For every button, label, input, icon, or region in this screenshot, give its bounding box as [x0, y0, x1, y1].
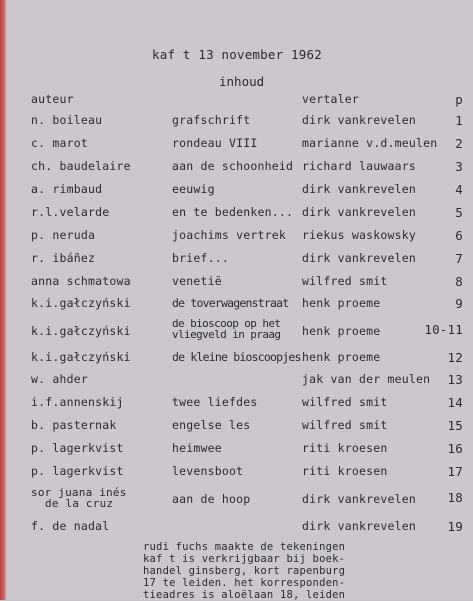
- row-author: b. pasternak: [31, 418, 117, 432]
- colophon-line: kaf t is verkrijgbaar bij boek-: [143, 553, 346, 565]
- row-page: 1: [455, 113, 463, 128]
- contents-row: [7, 441, 473, 461]
- row-title: heimwee: [172, 441, 222, 455]
- row-page: 3: [455, 159, 463, 174]
- row-page: 2: [455, 136, 463, 151]
- row-translator: dirk vankrevelen: [302, 492, 416, 506]
- row-title: de kleine bioscoopjes: [172, 350, 301, 364]
- row-author: a. rimbaud: [31, 182, 103, 196]
- row-author: r.l.velarde: [31, 205, 110, 219]
- row-translator: wilfred smit: [302, 274, 388, 288]
- row-translator: henk proeme: [302, 324, 381, 338]
- row-page: 12: [447, 350, 463, 365]
- contents-row: [7, 205, 473, 225]
- row-translator: dirk vankrevelen: [302, 251, 416, 265]
- document-page: [7, 0, 473, 600]
- row-translator: wilfred smit: [302, 395, 388, 409]
- colophon-line: 17 te leiden. het korresponden-: [143, 577, 346, 589]
- row-translator: riti kroesen: [302, 441, 388, 455]
- row-translator: marianne v.d.meulen: [302, 136, 438, 150]
- contents-row: [7, 136, 473, 156]
- row-author-line: sor juana inés: [31, 486, 127, 499]
- row-author: [31, 487, 171, 509]
- row-page: 4: [455, 182, 463, 197]
- row-translator: wilfred smit: [302, 418, 388, 432]
- row-author: k.i.gałczyński: [31, 350, 131, 364]
- row-author: w. ahder: [31, 372, 88, 386]
- row-title-line: de bioscoop op het: [172, 317, 281, 330]
- contents-row: [7, 395, 473, 415]
- row-page: 18: [447, 490, 463, 505]
- row-page: 10-11: [424, 322, 463, 337]
- red-binding-edge: [0, 0, 7, 600]
- row-title: eeuwig: [172, 182, 215, 196]
- row-translator: henk proeme: [302, 350, 381, 364]
- row-page: 6: [455, 228, 463, 243]
- row-title: [172, 318, 302, 340]
- row-title: rondeau VIII: [172, 136, 258, 150]
- colophon-line: rudi fuchs maakte de tekeningen: [143, 541, 346, 553]
- column-header-row: [7, 92, 473, 112]
- contents-row: [7, 464, 473, 484]
- row-translator: richard lauwaars: [302, 159, 416, 173]
- row-page: 17: [447, 464, 463, 479]
- row-author: p. lagerkvist: [31, 464, 124, 478]
- contents-row: [7, 487, 473, 513]
- row-page: 15: [447, 418, 463, 433]
- row-page: 9: [455, 296, 463, 311]
- row-title: grafschrift: [172, 113, 251, 127]
- row-translator: dirk vankrevelen: [302, 205, 416, 219]
- row-translator: riekus waskowsky: [302, 228, 416, 242]
- row-title: venetië: [172, 274, 222, 288]
- row-translator: jak van der meulen: [302, 372, 431, 386]
- contents-row: [7, 182, 473, 202]
- contents-row: [7, 113, 473, 133]
- row-author: ch. baudelaire: [31, 159, 131, 173]
- row-page: 16: [447, 441, 463, 456]
- row-author: n. boileau: [31, 113, 103, 127]
- contents-row: [7, 350, 473, 370]
- row-author: p. neruda: [31, 228, 96, 242]
- column-header-author: auteur: [31, 92, 74, 106]
- row-author-line: de la cruz: [45, 497, 114, 510]
- row-translator: dirk vankrevelen: [302, 519, 416, 533]
- contents-row: [7, 159, 473, 179]
- row-translator: riti kroesen: [302, 464, 388, 478]
- contents-row: [7, 519, 473, 539]
- row-title: levensboot: [172, 464, 244, 478]
- row-page: 13: [447, 372, 463, 387]
- issue-title: kaf t 13 november 1962: [152, 47, 322, 62]
- colophon-line: handel ginsberg, kort rapenburg: [143, 565, 346, 577]
- row-author: i.f.annenskij: [31, 395, 124, 409]
- row-page: 19: [447, 519, 463, 534]
- contents-row: [7, 318, 473, 344]
- row-title: engelse les: [172, 418, 251, 432]
- contents-row: [7, 296, 473, 316]
- contents-row: [7, 228, 473, 248]
- row-author: r. ibáñez: [31, 251, 96, 265]
- row-page: 7: [455, 251, 463, 266]
- row-title: joachims vertrek: [172, 228, 286, 242]
- row-author: k.i.gałczyński: [31, 324, 131, 338]
- row-translator: dirk vankrevelen: [302, 182, 416, 196]
- row-title: twee liefdes: [172, 395, 258, 409]
- contents-row: [7, 251, 473, 271]
- contents-heading: inhoud: [219, 74, 265, 89]
- row-author: anna schmatowa: [31, 274, 131, 288]
- colophon-line: tieadres is aloëlaan 18, leiden: [143, 589, 346, 601]
- row-title: aan de hoop: [172, 492, 251, 506]
- row-author: k.i.gałczyński: [31, 296, 131, 310]
- row-page: 14: [447, 395, 463, 410]
- row-title: de toverwagenstraat: [172, 296, 289, 310]
- column-header-page: p: [455, 92, 463, 107]
- row-title-line: vliegveld in praag: [172, 328, 281, 341]
- row-translator: dirk vankrevelen: [302, 113, 416, 127]
- contents-row: [7, 372, 473, 392]
- contents-row: [7, 274, 473, 294]
- contents-row: [7, 418, 473, 438]
- row-page: 8: [455, 274, 463, 289]
- row-page: 5: [455, 205, 463, 220]
- row-title: en te bedenken...: [172, 205, 294, 219]
- row-author: p. lagerkvist: [31, 441, 124, 455]
- column-header-translator: vertaler: [302, 92, 359, 106]
- row-translator: henk proeme: [302, 296, 381, 310]
- row-title: aan de schoonheid: [172, 159, 294, 173]
- row-author: c. marot: [31, 136, 88, 150]
- row-author: f. de nadal: [31, 519, 110, 533]
- row-title: brief...: [172, 251, 229, 265]
